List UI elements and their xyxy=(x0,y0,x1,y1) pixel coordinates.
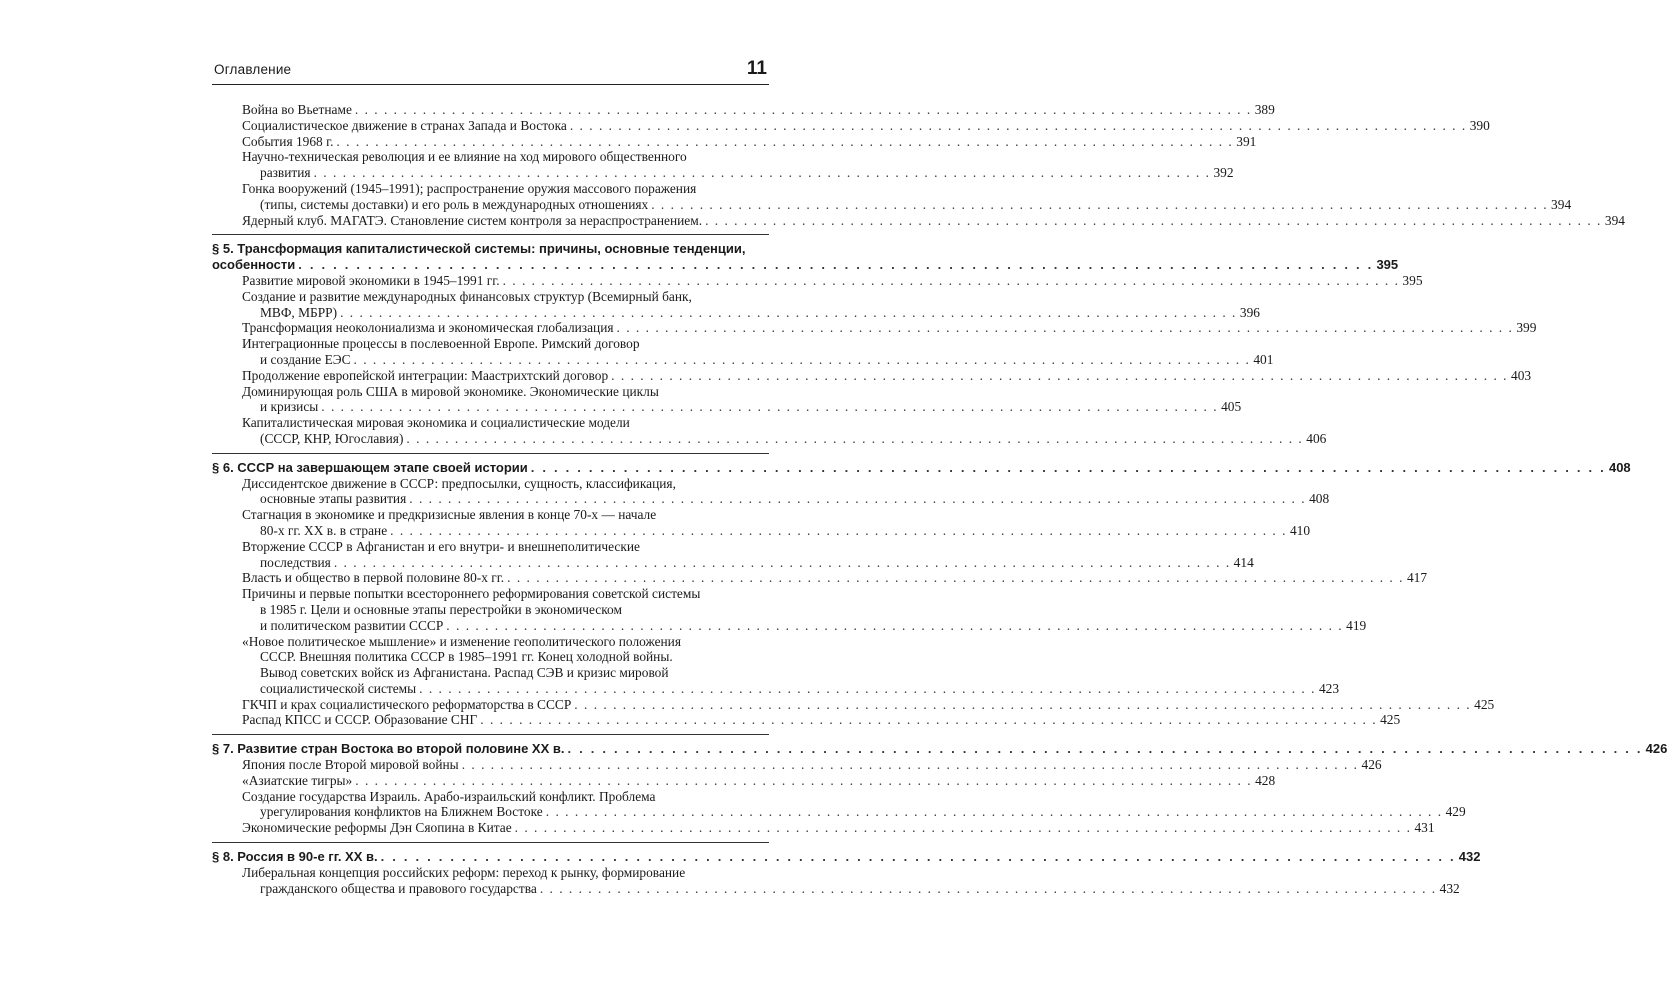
dot-leader: . . . . . . . . . . . . . . . . . . . . . . . . . . . . . . . . . . . . . . . . . . . . . . . . . . . . . . . . . . . . . . . . . . . . . . . . . . . . . . . . . . . . . . . . . . . . . xyxy=(355,772,1253,788)
entry-page-number: 414 xyxy=(1233,554,1254,570)
entry-text: социалистической системы xyxy=(260,680,417,696)
entry-page-number: 426 xyxy=(1645,741,1667,757)
toc-entry[interactable] xyxy=(212,772,1276,789)
entry-text: развития xyxy=(260,165,311,181)
entry-text: Вторжение СССР в Афганистан и его внутри- и внешнеполитические xyxy=(242,538,640,554)
entry-text: Продолжение европейской интеграции: Маастрихтский договор xyxy=(242,367,609,383)
dot-leader: . . . . . . . . . . . . . . . . . . . . . . . . . . . . . . . . . . . . . . . . . . . . . . . . . . . . . . . . . . . . . . . . . . . . . . . . . . . . . . . . . . . . . . . . . . . . . xyxy=(419,680,1316,696)
table-of-contents xyxy=(212,102,1667,902)
dot-leader: . . . . . . . . . . . . . . . . . . . . . . . . . . . . . . . . . . . . . . . . . . . . . . . . . . . . . . . . . . . . . . . . . . . . . . . . . . . . . . . . . . . . . . . . . . . . . xyxy=(333,554,1231,570)
dot-leader: . . . . . . . . . . . . . . . . . . . . . . . . . . . . . . . . . . . . . . . . . . . . . . . . . . . . . . . . . . . . . . . . . . . . . . . . . . . . . . . . . . . . . . . . . . . . . xyxy=(409,491,1307,507)
entry-text: Трансформация неоколониализма и экономическая глобализация xyxy=(242,320,614,336)
entry-text: Диссидентское движение в СССР: предпосылки, сущность, классификация, xyxy=(242,475,676,491)
dot-leader: . . . . . . . . . . . . . . . . . . . . . . . . . . . . . . . . . . . . . . . . . . . . . . . . . . . . . . . . . . . . . . . . . . . . . . . . . . . . . . . . . . . . . . . . . . . . . xyxy=(539,880,1437,896)
dot-leader: . . . . . . . . . . . . . . . . . . . . . . . . . . . . . . . . . . . . . . . . . . . . . . . . . . . . . . . . . . . . . . . . . . . . . . . . . . . . . . . . . . . . . . . . . . . . . xyxy=(569,117,1467,133)
entry-line xyxy=(242,289,765,305)
page-number: 11 xyxy=(746,58,767,79)
section-title-text: § 8. Россия в 90-е гг. XX в. xyxy=(212,849,378,865)
entry-page-number: 432 xyxy=(1458,849,1481,865)
entry-page-number: 399 xyxy=(1516,320,1537,336)
entry-text: Создание и развитие международных финансовых структур (Всемирный банк, xyxy=(242,288,692,304)
dot-leader: . . . . . . . . . . . . . . . . . . . . . . . . . . . . . . . . . . . . . . . . . . . . . . . . . . . . . . . . . . . . . . . . . . . . . . . . . . . . . . . . . . . . . . . . . . . . . xyxy=(611,367,1508,383)
dot-leader: . . . . . . . . . . . . . . . . . . . . . . . . . . . . . . . . . . . . . . . . . . . . . . . . . . . . . . . . . . . . . . . . . . . . . . . . . . . . . . . . . . . . . . . . . . . . . xyxy=(353,351,1251,367)
entry-line xyxy=(242,820,1435,836)
section-title-line xyxy=(212,741,1667,757)
entry-text: и политическом развитии СССР xyxy=(260,617,444,633)
toc-section xyxy=(212,234,1537,452)
entry-line xyxy=(242,320,1537,336)
toc-entry[interactable] xyxy=(212,475,1330,508)
entry-text: Вывод советских войск из Афганистана. Распад СЭВ и кризис мировой xyxy=(260,665,669,681)
toc-entry[interactable] xyxy=(212,586,1367,633)
entry-text: Экономические реформы Дэн Сяопина в Китае xyxy=(242,820,512,836)
dot-leader: . . . . . . . . . . . . . . . . . . . . . . . . . . . . . . . . . . . . . . . . . . . . . . . . . . . . . . . . . . . . . . . . . . . . . . . . . . . . . . . . . . . . . . . . . . . . . xyxy=(705,212,1602,228)
dot-leader: . . . . . . . . . . . . . . . . . . . . . . . . . . . . . . . . . . . . . . . . . . . . . . . . . . . . . . . . . . . . . . . . . . . . . . . . . . . . . . . . . . . . . . . . . . . . . xyxy=(406,430,1304,446)
entry-line xyxy=(242,367,1532,384)
running-header xyxy=(212,58,769,85)
toc-entry[interactable] xyxy=(212,757,1382,773)
dot-leader: . . . . . . . . . . . . . . . . . . . . . . . . . . . . . . . . . . . . . . . . . . . . . . . . . . . . . . . . . . . . . . . . . . . . . . . . . . . . . . . . . . . . . . . . . . . . . xyxy=(514,820,1412,836)
entry-line xyxy=(242,430,1327,447)
dot-leader: . . . . . . . . . . . . . . . . . . . . . . . . . . . . . . . . . . . . . . . . . . . . . . . . . . . . . . . . . . . . . . . . . . . . . . . . . . . . . . . . . . . . . . . . . . . . . xyxy=(480,712,1378,728)
dot-leader: . . . . . . . . . . . . . . . . . . . . . . . . . . . . . . . . . . . . . . . . . . . . . . . . . . . . . . . . . . . . . . . . . . . . . . . . . . . . . . . . . . . . . . . . . . . . . xyxy=(530,459,1606,475)
toc-entry[interactable] xyxy=(212,864,1460,897)
toc-entry[interactable] xyxy=(212,272,1423,289)
entry-page-number: 425 xyxy=(1380,712,1401,728)
toc-section xyxy=(212,102,1625,234)
entry-text: Развитие мировой экономики в 1945–1991 гг. xyxy=(242,272,500,288)
entry-line xyxy=(242,649,765,665)
entry-line xyxy=(242,181,765,197)
entry-page-number: 403 xyxy=(1511,367,1532,383)
entry-page-number: 431 xyxy=(1414,820,1435,836)
entry-text: урегулирования конфликтов на Ближнем Востоке xyxy=(260,804,543,820)
entry-text: МВФ, МБРР) xyxy=(260,304,338,320)
entry-page-number: 428 xyxy=(1255,772,1276,788)
entry-page-number: 391 xyxy=(1236,133,1257,149)
entry-line xyxy=(242,133,1257,150)
entry-text: последствия xyxy=(260,554,331,570)
toc-entry[interactable] xyxy=(212,367,1532,384)
entry-line xyxy=(242,522,1311,539)
header-title: Оглавление xyxy=(214,62,292,77)
entry-line xyxy=(242,586,765,602)
toc-entry[interactable] xyxy=(212,117,1490,134)
toc-entry[interactable] xyxy=(212,415,1327,447)
entry-page-number: 389 xyxy=(1254,102,1275,117)
entry-text: (типы, системы доставки) и его роль в международных отношениях xyxy=(260,196,649,212)
section-heading[interactable] xyxy=(212,741,1667,757)
entry-line xyxy=(242,789,765,805)
toc-entry[interactable] xyxy=(212,212,1625,229)
dot-leader: . . . . . . . . . . . . . . . . . . . . . . . . . . . . . . . . . . . . . . . . . . . . . . . . . . . . . . . . . . . . . . . . . . . . . . . . . . . . . . . . . . . . . . . . . . . . . xyxy=(651,196,1549,212)
entry-line xyxy=(242,554,1254,571)
dot-leader: . . . . . . . . . . . . . . . . . . . . . . . . . . . . . . . . . . . . . . . . . . . . . . . . . . . . . . . . . . . . . . . . . . . . . . . . . . . . . . . . . . . . . . . . . . . . . xyxy=(313,165,1211,181)
entry-page-number: 425 xyxy=(1474,696,1495,712)
toc-entry[interactable] xyxy=(212,180,1572,213)
entry-page-number: 396 xyxy=(1239,304,1260,320)
section-title-text: особенности xyxy=(212,257,296,273)
entry-line xyxy=(242,304,1260,321)
entry-line xyxy=(242,102,1275,118)
entry-line xyxy=(242,634,765,650)
entry-text: (СССР, КНР, Югославия) xyxy=(260,430,404,446)
toc-entry[interactable] xyxy=(212,820,1435,836)
entry-text: События 1968 г. xyxy=(242,133,334,149)
entry-line xyxy=(242,272,1423,289)
entry-line xyxy=(242,415,765,431)
toc-entry[interactable] xyxy=(212,149,1234,181)
entry-line xyxy=(242,757,1382,773)
entry-line xyxy=(242,865,765,881)
entry-line xyxy=(242,696,1495,713)
toc-entry[interactable] xyxy=(212,570,1428,586)
entry-text: и создание ЕЭС xyxy=(260,351,351,367)
section-title-text: § 7. Развитие стран Востока во второй половине XX в. xyxy=(212,741,565,757)
entry-line xyxy=(242,384,765,400)
entry-page-number: 419 xyxy=(1346,617,1367,633)
dot-leader: . . . . . . . . . . . . . . . . . . . . . . . . . . . . . . . . . . . . . . . . . . . . . . . . . . . . . . . . . . . . . . . . . . . . . . . . . . . . . . . . . . . . . . . . . . . . . xyxy=(574,696,1472,712)
entry-text: Власть и общество в первой половине 80-х гг. xyxy=(242,570,505,586)
toc-section xyxy=(212,453,1631,735)
entry-line xyxy=(242,617,1367,634)
entry-page-number: 395 xyxy=(1402,272,1423,288)
entry-text: «Азиатские тигры» xyxy=(242,772,353,788)
entry-text: ГКЧП и крах социалистического реформаторства в СССР xyxy=(242,696,572,712)
entry-page-number: 401 xyxy=(1253,351,1274,367)
toc-entry[interactable] xyxy=(212,320,1537,336)
toc-entry[interactable] xyxy=(212,102,1275,118)
toc-section xyxy=(212,734,1667,842)
entry-page-number: 390 xyxy=(1469,117,1490,133)
dot-leader: . . . . . . . . . . . . . . . . . . . . . . . . . . . . . . . . . . . . . . . . . . . . . . . . . . . . . . . . . . . . . . . . . . . . . . . . . . . . . . . . . . . . . . . . . . . . . xyxy=(461,757,1359,773)
entry-text: «Новое политическое мышление» и изменение геополитического положения xyxy=(242,633,681,649)
entry-text: Доминирующая роль США в мировой экономике. Экономические циклы xyxy=(242,383,659,399)
entry-text: Научно-техническая революция и ее влияние на ход мирового общественного xyxy=(242,149,687,165)
dot-leader: . . . . . . . . . . . . . . . . . . . . . . . . . . . . . . . . . . . . . . . . . . . . . . . . . . . . . . . . . . . . . . . . . . . . . . . . . . . . . . . . . . . . . . . . . . . . . xyxy=(390,522,1287,538)
section-title-text: § 6. СССР на завершающем этапе своей истории xyxy=(212,459,528,475)
entry-line xyxy=(242,570,1428,586)
section-title-line xyxy=(212,241,765,257)
entry-text: Япония после Второй мировой войны xyxy=(242,757,459,773)
entry-page-number: 395 xyxy=(1376,257,1399,273)
entry-text: Интеграционные процессы в послевоенной Европе. Римский договор xyxy=(242,336,640,352)
entry-text: Причины и первые попытки всестороннего реформирования советской системы xyxy=(242,586,701,602)
entry-line xyxy=(242,212,1625,229)
entry-line xyxy=(242,491,1330,507)
entry-page-number: 405 xyxy=(1221,399,1242,415)
entry-page-number: 406 xyxy=(1306,430,1327,446)
section-title-text: § 5. Трансформация капиталистической системы: причины, основные тенденции, xyxy=(212,241,746,257)
dot-leader: . . . . . . . . . . . . . . . . . . . . . . . . . . . . . . . . . . . . . . . . . . . . . . . . . . . . . . . . . . . . . . . . . . . . . . . . . . . . . . . . . . . . . . . . . . . . . xyxy=(340,304,1237,320)
dot-leader: . . . . . . . . . . . . . . . . . . . . . . . . . . . . . . . . . . . . . . . . . . . . . . . . . . . . . . . . . . . . . . . . . . . . . . . . . . . . . . . . . . . . . . . . . . . . . xyxy=(545,804,1443,820)
dot-leader: . . . . . . . . . . . . . . . . . . . . . . . . . . . . . . . . . . . . . . . . . . . . . . . . . . . . . . . . . . . . . . . . . . . . . . . . . . . . . . . . . . . . . . . . . . . . . xyxy=(616,320,1514,336)
entry-page-number: 392 xyxy=(1213,165,1234,181)
dot-leader: . . . . . . . . . . . . . . . . . . . . . . . . . . . . . . . . . . . . . . . . . . . . . . . . . . . . . . . . . . . . . . . . . . . . . . . . . . . . . . . . . . . . . . . . . . . . . xyxy=(354,102,1252,117)
entry-line xyxy=(242,351,1274,368)
dot-leader: . . . . . . . . . . . . . . . . . . . . . . . . . . . . . . . . . . . . . . . . . . . . . . . . . . . . . . . . . . . . . . . . . . . . . . . . . . . . . . . . . . . . . . . . . . . . . xyxy=(298,257,1374,273)
section-heading[interactable] xyxy=(212,849,1481,865)
entry-text: СССР. Внешняя политика СССР в 1985–1991 гг. Конец холодной войны. xyxy=(260,649,673,665)
entry-line xyxy=(242,539,765,555)
entry-text: Гонка вооружений (1945–1991); распространение оружия массового поражения xyxy=(242,180,697,196)
section-heading[interactable] xyxy=(212,459,1631,476)
toc-entry[interactable] xyxy=(212,712,1401,728)
entry-text: Война во Вьетнаме xyxy=(242,102,352,117)
entry-page-number: 423 xyxy=(1318,680,1340,696)
dot-leader: . . . . . . . . . . . . . . . . . . . . . . . . . . . . . . . . . . . . . . . . . . . . . . . . . . . . . . . . . . . . . . . . . . . . . . . . . . . . . . . . . . . . . . . . . . . . . xyxy=(336,133,1234,149)
dot-leader: . . . . . . . . . . . . . . . . . . . . . . . . . . . . . . . . . . . . . . . . . . . . . . . . . . . . . . . . . . . . . . . . . . . . . . . . . . . . . . . . . . . . . . . . . . . . . xyxy=(502,272,1400,288)
dot-leader: . . . . . . . . . . . . . . . . . . . . . . . . . . . . . . . . . . . . . . . . . . . . . . . . . . . . . . . . . . . . . . . . . . . . . . . . . . . . . . . . . . . . . . . . . . . . . xyxy=(507,570,1404,586)
section-title-line xyxy=(212,459,1631,476)
entry-text: Распад КПСС и СССР. Образование СНГ xyxy=(242,712,478,728)
entry-line xyxy=(242,165,1234,181)
entry-text: 80-х гг. XX в. в стране xyxy=(260,522,388,538)
entry-text: Ядерный клуб. МАГАТЭ. Становление систем контроля за нераспространением. xyxy=(242,212,703,228)
entry-line xyxy=(242,772,1276,789)
entry-text: в 1985 г. Цели и основные этапы перестройки в экономическом xyxy=(260,601,622,617)
toc-section xyxy=(212,842,1481,902)
section-title-line xyxy=(212,849,1481,865)
entry-page-number: 394 xyxy=(1604,212,1625,228)
toc-entry[interactable] xyxy=(212,696,1495,713)
toc-entry[interactable] xyxy=(212,288,1260,321)
entry-page-number: 410 xyxy=(1289,522,1311,538)
toc-entry[interactable] xyxy=(212,788,1466,821)
toc-entry[interactable] xyxy=(212,633,1340,697)
entry-text: Стагнация в экономике и предкризисные явления в конце 70-х — начале xyxy=(242,507,657,523)
entry-line xyxy=(242,476,765,492)
entry-line xyxy=(242,804,1466,820)
toc-entry[interactable] xyxy=(212,538,1254,571)
toc-entry[interactable] xyxy=(212,133,1257,150)
toc-entry[interactable] xyxy=(212,383,1242,416)
entry-line xyxy=(242,149,765,165)
entry-line xyxy=(242,602,765,618)
entry-line xyxy=(242,507,765,523)
entry-line xyxy=(242,880,1460,897)
entry-page-number: 417 xyxy=(1406,570,1428,586)
entry-page-number: 394 xyxy=(1551,196,1572,212)
entry-text: Социалистическое движение в странах Запада и Востока xyxy=(242,117,567,133)
entry-text: и кризисы xyxy=(260,399,319,415)
entry-line xyxy=(242,712,1401,728)
dot-leader: . . . . . . . . . . . . . . . . . . . . . . . . . . . . . . . . . . . . . . . . . . . . . . . . . . . . . . . . . . . . . . . . . . . . . . . . . . . . . . . . . . . . . . . . . . . . . xyxy=(567,741,1643,757)
entry-line xyxy=(242,196,1572,213)
entry-line xyxy=(242,665,765,681)
entry-text: основные этапы развития xyxy=(260,491,407,507)
toc-entry[interactable] xyxy=(212,336,1274,368)
entry-text: Либеральная концепция российских реформ: переход к рынку, формирование xyxy=(242,864,686,880)
dot-leader: . . . . . . . . . . . . . . . . . . . . . . . . . . . . . . . . . . . . . . . . . . . . . . . . . . . . . . . . . . . . . . . . . . . . . . . . . . . . . . . . . . . . . . . . . . . . . xyxy=(446,617,1344,633)
entry-page-number: 426 xyxy=(1361,757,1382,773)
entry-line xyxy=(242,399,1242,415)
entry-page-number: 429 xyxy=(1445,804,1466,820)
dot-leader: . . . . . . . . . . . . . . . . . . . . . . . . . . . . . . . . . . . . . . . . . . . . . . . . . . . . . . . . . . . . . . . . . . . . . . . . . . . . . . . . . . . . . . . . . . . . . xyxy=(380,849,1456,865)
entry-page-number: 408 xyxy=(1309,491,1330,507)
entry-text: Капиталистическая мировая экономика и социалистические модели xyxy=(242,415,630,431)
entry-line xyxy=(242,680,1340,697)
entry-line xyxy=(242,336,765,352)
toc-entry[interactable] xyxy=(212,507,1311,539)
entry-page-number: 408 xyxy=(1608,459,1631,475)
entry-text: Создание государства Израиль. Арабо-израильский конфликт. Проблема xyxy=(242,788,656,804)
dot-leader: . . . . . . . . . . . . . . . . . . . . . . . . . . . . . . . . . . . . . . . . . . . . . . . . . . . . . . . . . . . . . . . . . . . . . . . . . . . . . . . . . . . . . . . . . . . . . xyxy=(321,399,1219,415)
entry-page-number: 432 xyxy=(1439,880,1460,896)
section-title-line xyxy=(212,257,1399,273)
entry-text: гражданского общества и правового государства xyxy=(260,880,537,896)
entry-line xyxy=(242,117,1490,134)
section-heading[interactable] xyxy=(212,241,1399,273)
